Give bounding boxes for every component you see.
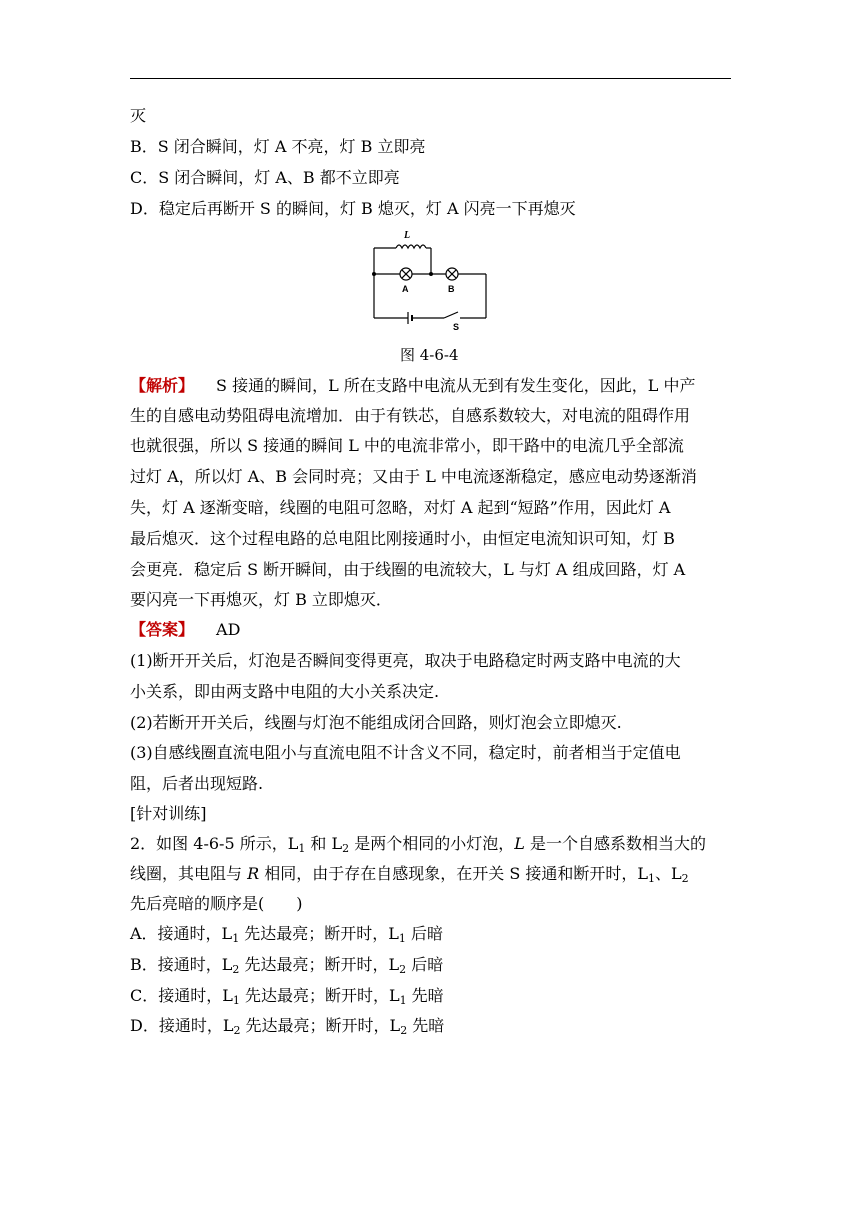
q2-option-b: B．接通时，$L_2$ 先达最亮；断开时，$L_2$ 后暗 [130, 955, 444, 976]
circuit-diagram [370, 226, 490, 332]
switch-label: S [453, 322, 460, 332]
analysis-line-7: 会更亮．稳定后 S 断开瞬间，由于线圈的电流较大，L 与灯 A 组成回路，灯 A [130, 560, 686, 579]
question2-line-1: 2．如图 4-6-5 所示，$L_1$ 和 $L_2$ 是两个相同的小灯泡，L 是一个自感系数相当大的 [130, 834, 706, 855]
q2-option-d: D．接通时，$L_2$ 先达最亮；断开时，$L_2$ 先暗 [130, 1016, 445, 1037]
q2-option-c: C．接通时，$L_1$ 先达最亮；断开时，$L_1$ 先暗 [130, 986, 444, 1007]
analysis-line-8: 要闪亮一下再熄灭，灯 B 立即熄灭． [130, 590, 392, 609]
option-b: B．S 闭合瞬间，灯 A 不亮，灯 B 立即亮 [130, 137, 426, 156]
header-rule [130, 78, 731, 79]
note-1b: 小关系，即由两支路中电阻的大小关系决定. [130, 682, 440, 701]
option-d: D．稳定后再断开 S 的瞬间，灯 B 熄灭，灯 A 闪亮一下再熄灭 [130, 199, 576, 218]
answer-tag: 【答案】 [130, 620, 195, 639]
inductor-label: L [404, 230, 411, 241]
question2-line-3: 先后亮暗的顺序是( ) [130, 894, 303, 913]
note-3b: 阻，后者出现短路. [130, 774, 264, 793]
lamp-b-label: B [448, 284, 455, 294]
analysis-tag: 【解析】 [130, 376, 195, 395]
q2-option-a: A．接通时，$L_1$ 先达最亮；断开时，$L_1$ 后暗 [130, 924, 443, 945]
answer-line [130, 620, 240, 640]
analysis-line-4: 过灯 A，所以灯 A、B 会同时亮；又由于 L 中电流逐渐稳定，感应电动势逐渐消 [130, 467, 697, 486]
analysis-line-6: 最后熄灭．这个过程电路的总电阻比刚接通时小，由恒定电流知识可知，灯 B [130, 529, 675, 548]
option-a-continuation: 灭 [130, 106, 147, 125]
analysis-line-3: 也就很强，所以 S 接通的瞬间 L 中的电流非常小，即干路中的电流几乎全部流 [130, 436, 684, 455]
question2-line-2: 线圈，其电阻与 R 相同，由于存在自感现象，在开关 S 接通和断开时，$L_1$、$L_2$ [130, 864, 689, 885]
analysis-line-5: 失，灯 A 逐渐变暗，线圈的电阻可忽略，对灯 A 起到“短路”作用，因此灯 A [130, 498, 671, 517]
lamp-a-label: A [402, 284, 409, 294]
option-c: C．S 闭合瞬间，灯 A、B 都不立即亮 [130, 168, 400, 187]
note-1a: (1)断开开关后，灯泡是否瞬间变得更亮，取决于电路稳定时两支路中电流的大 [130, 651, 681, 670]
note-2: (2)若断开开关后，线圈与灯泡不能组成闭合回路，则灯泡会立即熄灭. [130, 713, 622, 732]
training-heading: [针对训练] [130, 804, 207, 823]
note-3a: (3)自感线圈直流电阻小与直流电阻不计含义不同，稳定时，前者相当于定值电 [130, 743, 681, 762]
analysis-line-2: 生的自感电动势阻碍电流增加．由于有铁芯，自感系数较大，对电流的阻碍作用 [130, 406, 691, 425]
analysis-line-1: 【解析】 S 接通的瞬间，L 所在支路中电流从无到有发生变化，因此，L 中产 [130, 376, 696, 395]
figure-caption: 图 4-6-4 [400, 346, 459, 364]
answer-value: AD [216, 620, 241, 639]
